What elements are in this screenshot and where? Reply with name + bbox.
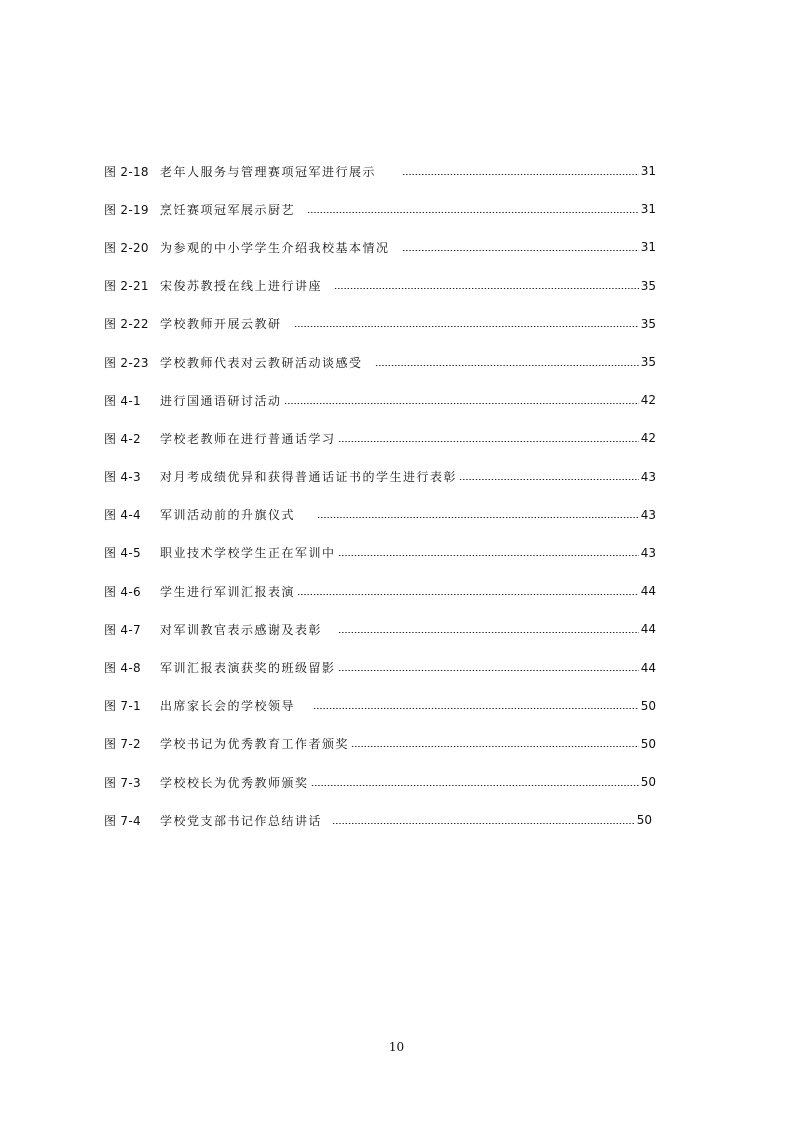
figure-number: 图 7-1 [104,699,141,714]
page-number: 31 [640,240,656,255]
toc-entry-4-2[interactable] [104,419,656,457]
toc-entry-2-22[interactable] [104,305,656,343]
figure-title: 军训活动前的升旗仪式 [160,508,296,523]
figure-title: 老年人服务与管理赛项冠军进行展示 [160,164,377,179]
figure-number: 图 4-5 [104,546,141,561]
figure-title: 烹饪赛项冠军展示厨艺 [160,202,296,217]
figure-title: 宋俊苏教授在线上进行讲座 [160,279,323,294]
page-number: 44 [640,660,656,675]
dot-leader [307,212,639,213]
page-number: 42 [640,431,656,446]
figure-title: 出席家长会的学校领导 [160,699,296,714]
figure-number: 图 4-4 [104,508,141,523]
toc-entry-4-6[interactable] [104,572,656,610]
toc-entry-2-20[interactable] [104,228,656,266]
toc-entry-4-3[interactable] [104,458,656,496]
page-number: 31 [640,202,656,217]
figure-number: 图 2-21 [104,279,149,294]
figure-title: 为参观的中小学学生介绍我校基本情况 [160,240,390,255]
page-number: 42 [640,393,656,408]
dot-leader [375,365,639,366]
figure-title: 学校老教师在进行普通话学习 [160,431,336,446]
toc-entry-4-7[interactable] [104,610,656,648]
figure-number: 图 2-19 [104,202,149,217]
dot-leader [402,250,639,251]
toc-entry-4-1[interactable] [104,381,656,419]
dot-leader [459,479,639,480]
toc-entry-2-23[interactable] [104,343,656,381]
toc-entry-4-4[interactable] [104,496,656,534]
figure-number: 图 7-2 [104,737,141,752]
figure-number: 图 4-3 [104,470,141,485]
figure-number: 图 2-23 [104,355,149,370]
dot-leader [338,670,639,671]
page-number: 43 [640,545,656,560]
dot-leader [402,174,639,175]
page-number: 50 [640,736,656,751]
figure-title: 学校教师代表对云教研活动谈感受 [160,355,363,370]
page-number: 43 [640,507,656,522]
page-number: 50 [640,775,656,790]
page-number: 44 [640,622,656,637]
dot-leader [284,403,639,404]
toc-entry-4-5[interactable] [104,534,656,572]
toc-entry-2-19[interactable] [104,190,656,228]
figure-number: 图 2-20 [104,240,149,255]
toc-entry-2-21[interactable] [104,267,656,305]
dot-leader [351,746,639,747]
page-number: 43 [640,469,656,484]
toc-entry-7-4[interactable] [104,801,652,839]
page-number: 35 [640,355,656,370]
figure-number: 图 2-22 [104,317,149,332]
figure-title: 学校党支部书记作总结讲话 [160,813,323,828]
figure-number: 图 4-6 [104,584,141,599]
dot-leader [338,632,639,633]
dot-leader [317,517,639,518]
toc-entry-7-1[interactable] [104,687,656,725]
figure-title: 对月考成绩优异和获得普通话证书的学生进行表彰 [160,470,458,485]
page-number: 50 [640,698,656,713]
dot-leader [313,708,639,709]
page-number: 35 [640,278,656,293]
figure-number: 图 2-18 [104,164,149,179]
dot-leader [311,785,639,786]
dot-leader [338,555,639,556]
figure-number: 图 7-3 [104,775,141,790]
dot-leader [338,441,639,442]
figure-title: 对军训教官表示感谢及表彰 [160,622,323,637]
dot-leader [334,288,639,289]
figure-number: 图 4-8 [104,661,141,676]
dot-leader [294,326,639,327]
dot-leader [332,823,635,824]
page-number: 31 [640,164,656,179]
toc-entry-7-2[interactable] [104,725,656,763]
figure-number: 图 4-1 [104,393,141,408]
figure-number: 图 4-7 [104,622,141,637]
figure-title: 学校教师开展云教研 [160,317,282,332]
figure-title: 学校书记为优秀教育工作者颁奖 [160,737,350,752]
page-number: 50 [636,813,652,828]
figure-number: 图 7-4 [104,813,141,828]
figure-title: 职业技术学校学生正在军训中 [160,546,336,561]
figure-title: 学生进行军训汇报表演 [160,584,296,599]
figure-title: 进行国通语研讨活动 [160,393,282,408]
page-footer-number: 10 [388,1040,405,1054]
page-number: 44 [640,584,656,599]
toc-entry-2-18[interactable] [104,152,656,190]
figure-title: 军训汇报表演获奖的班级留影 [160,661,336,676]
toc-entry-7-3[interactable] [104,763,656,801]
dot-leader [297,594,639,595]
figure-number: 图 4-2 [104,431,141,446]
toc-entry-4-8[interactable] [104,648,656,686]
figure-title: 学校校长为优秀教师颁奖 [160,775,309,790]
figure-list [104,152,656,839]
page-number: 35 [640,316,656,331]
